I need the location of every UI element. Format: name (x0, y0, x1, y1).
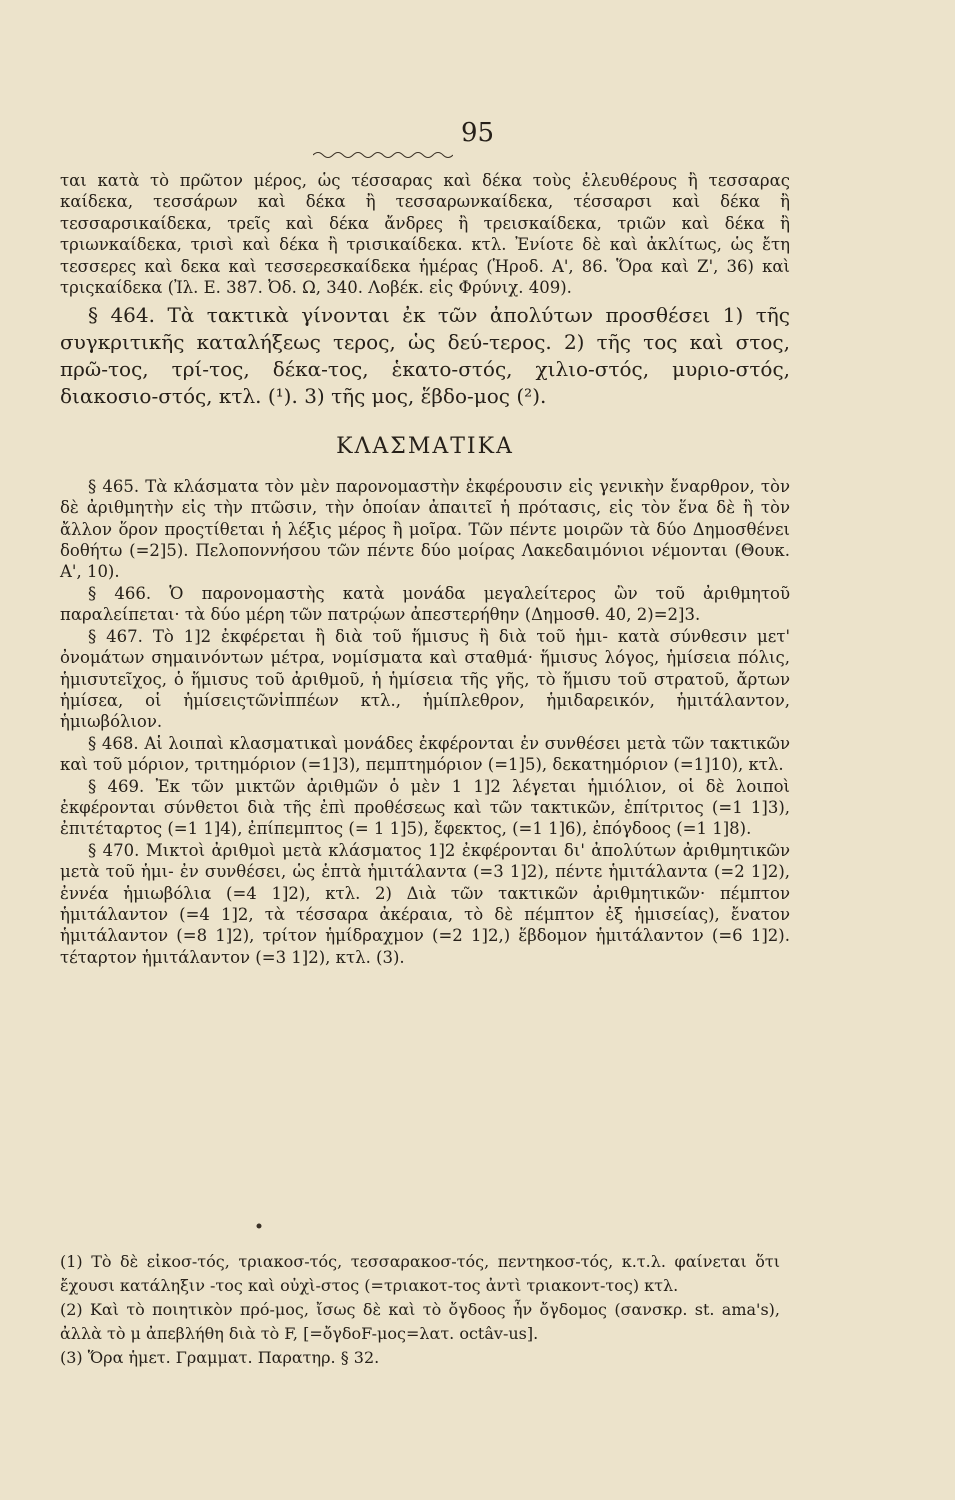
section-466: § 466. Ὁ παρονομαστὴς κατὰ μονάδα μεγαλείτερος ὢν τοῦ ἀριθμητοῦ παραλείπεται· τὰ δύο μέρη τῶν πατρῴων ἀπεστερήθην (Δημοσθ. 40, 2)=2]3. (60, 583, 790, 625)
page-number: 95 (460, 118, 495, 148)
wavy-ornament (313, 150, 453, 160)
footnote-2: (2) Καὶ τὸ ποιητικὸν πρό-μος, ἴσως δὲ καὶ τὸ ὄγδοος ἦν ὄγδομος (σανσκρ. st. ama's), ἀλλὰ τὸ μ ἀπεβλήθη διὰ τὸ F, [=ὄγδοF-μος=λατ. octâv-us]. (60, 1300, 780, 1343)
section-468: § 468. Αἱ λοιπαὶ κλασματικαὶ μονάδες ἐκφέρονται ἐν συνθέσει μετὰ τῶν τακτικῶν καὶ τοῦ μόριον, τριτημόριον (=1]3), πεμπτημόριον (=1]5), δεκατημόριον (=1]10), κτλ. (60, 733, 790, 775)
footnotes (60, 1250, 780, 1370)
section-469: § 469. Ἐκ τῶν μικτῶν ἀριθμῶν ὁ μὲν 1 1]2 λέγεται ἡμιόλιον, οἱ δὲ λοιποὶ ἐκφέρονται σύνθετοι διὰ τῆς ἐπὶ προθέσεως καὶ τῶν τακτικῶν, ἐπίτριτος (=1 1]3), ἐπιτέταρτος (=1 1]4), ἐπίπεμπτος (= 1 1]5), ἔφεκτος, (=1 1]6), ἐπόγδοος (=1 1]8). (60, 776, 790, 839)
section-465: § 465. Τὰ κλάσματα τὸν μὲν παρονομαστὴν ἐκφέρουσιν εἰς γενικὴν ἔναρθρον, τὸν δὲ ἀριθμητὴν εἰς τὴν πτῶσιν, τὴν ὁποίαν ἀπαιτεῖ ἡ πρότασις, εἰς τὸν ἕνα δὲ ἢ τὸν ἄλλον ὅρον προςτίθεται ἡ λέξις μέρος ἢ μοῖρα. Τῶν πέντε μοιρῶν τὰ δύο Δημοσθένει δοθήτω (=2]5). Πελοποννήσου τῶν πέντε δύο μοίρας Λακεδαιμόνιοι νέμονται (Θουκ. Α', 10). (60, 476, 790, 582)
intro-paragraph: ται κατὰ τὸ πρῶτον μέρος, ὡς τέσσαρας καὶ δέκα τοὺς ἐλευθέρους ἢ τεσσαρας καίδεκα, τεσσάρων καὶ δέκα ἢ τεσσαρωνκαίδεκα, τέσσαρσι καὶ δέκα ἢ τεσσαρσικαίδεκα, τρεῖς καὶ δέκα ἄνδρες ἢ τρεισκαίδεκα, τριῶν καὶ δέκα ἢ τριωνκαίδεκα, τρισὶ καὶ δέκα ἢ τρισικαίδεκα. κτλ. Ἐνίοτε δὲ καὶ ἀκλίτως, ὡς ἔτη τεσσερες καὶ δεκα καὶ τεσσερεσκαίδεκα ἡμέρας (Ἡροδ. Α', 86. Ὅρα καὶ Ζ', 36) καὶ τριςκαίδεκα (Ἰλ. Ε. 387. Ὀδ. Ω, 340. Λοβέκ. εἰς Φρύνιχ. 409). (60, 171, 790, 298)
footnote-3: (3) Ὅρα ἡμετ. Γραμματ. Παρατηρ. § 32. (60, 1348, 380, 1367)
section-464: § 464. Τὰ τακτικὰ γίνονται ἐκ τῶν ἀπολύτων προσθέσει 1) τῆς συγκριτικῆς καταλήξεως τερος, ὡς δεύ-τερος. 2) τῆς τος καὶ στος, πρῶ-τος, τρί-τος, δέκα-τος, ἑκατο-στός, χιλιο-στός, μυριο-στός, διακοσιο-στός, κτλ. (¹). 3) τῆς μος, ἕβδο-μος (²). (60, 303, 790, 409)
section-467: § 467. Τὸ 1]2 ἐκφέρεται ἢ διὰ τοῦ ἥμισυς ἢ διὰ τοῦ ἡμι- κατὰ σύνθεσιν μετ' ὀνομάτων σημαινόντων μέτρα, νομίσματα καὶ σταθμά· ἥμισυς λόγος, ἡμίσεια πόλις, ἡμισυτεῖχος, ὁ ἥμισυς τοῦ ἀριθμοῦ, ἡ ἡμίσεια τῆς γῆς, τὸ ἥμισυ τοῦ στρατοῦ, ἄρτων ἡμίσεα, οἱ ἡμίσειςτῶνἱππέων κτλ., ἡμίπλεθρον, ἡμιδαρεικόν, ἡμιτάλαντον, ἡμιωβόλιον. (60, 626, 790, 732)
footnote-dot (255, 1222, 263, 1230)
section-heading: ΚΛΑΣΜΑΤΙΚΑ (336, 434, 514, 460)
main-text (60, 170, 790, 968)
footnote-1: (1) Τὸ δὲ εἰκοσ-τός, τριακοσ-τός, τεσσαρακοσ-τός, πεντηκοσ-τός, κ.τ.λ. φαίνεται ὅτι ἔχουσι κατάληξιν -τος καὶ οὐχὶ-στος (=τριακοτ-τος ἀντὶ τριακοντ-τος) κτλ. (60, 1252, 780, 1295)
section-470: § 470. Μικτοὶ ἀριθμοὶ μετὰ κλάσματος 1]2 ἐκφέρονται δι' ἀπολύτων ἀριθμητικῶν μετὰ τοῦ ἡμι- ἐν συνθέσει, ὡς ἑπτὰ ἡμιτάλαντα (=3 1]2), πέντε ἡμιτάλαντα (=2 1]2), ἐννέα ἡμιωβόλια (=4 1]2), κτλ. 2) Διὰ τῶν τακτικῶν ἀριθμητικῶν· πέμπτον ἡμιτάλαντον (=4 1]2, τὰ τέσσαρα ἀκέραια, τὸ δὲ πέμπτον ἐξ ἡμισείας), ἔνατον ἡμιτάλαντον (=8 1]2), τρίτον ἡμίδραχμον (=2 1]2,) ἕβδομον ἡμιτάλαντον (=6 1]2). τέταρτον ἡμιτάλαντον (=3 1]2), κτλ. (3). (60, 840, 790, 967)
